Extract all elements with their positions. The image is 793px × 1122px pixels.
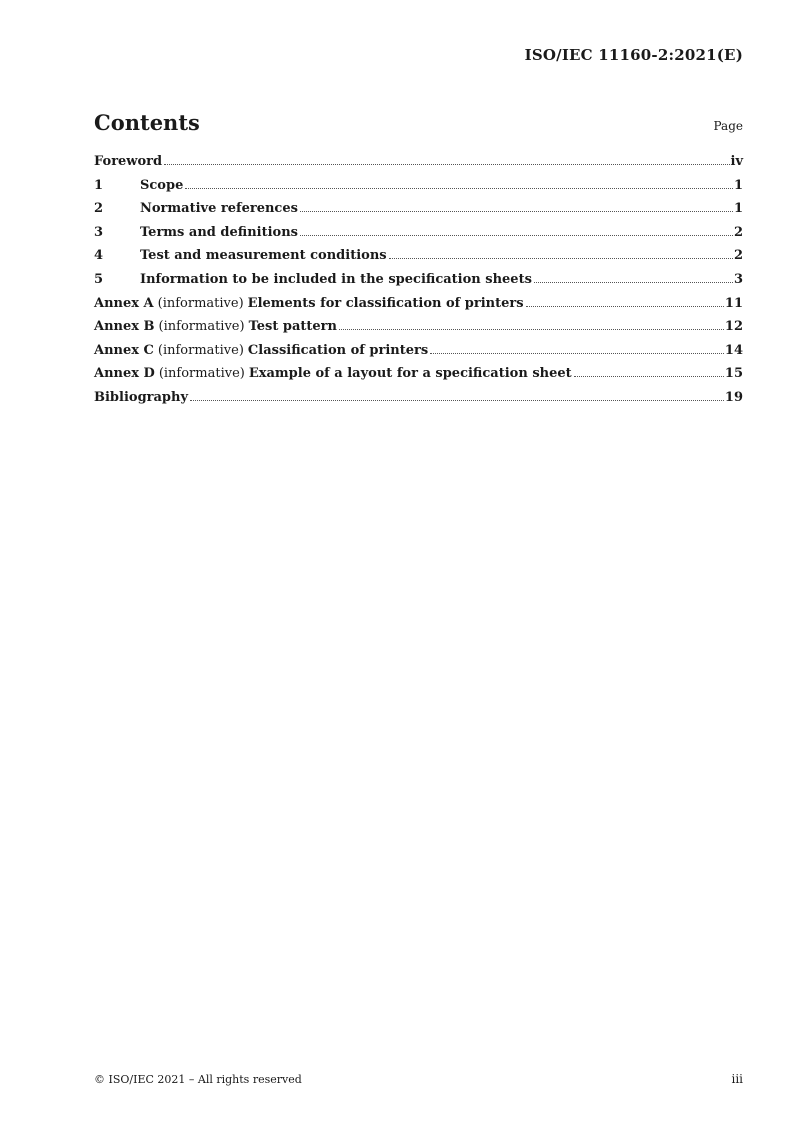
toc-entry-test-conditions[interactable]: [94, 248, 743, 272]
toc-entry-number: 4: [94, 248, 104, 264]
toc-entry-terms-and-definitions[interactable]: [94, 225, 743, 249]
toc-entry-title: Example of a layout for a specification sheet: [248, 366, 572, 382]
toc-entry-title: Classification of printers: [247, 342, 429, 358]
toc-entry-title: Information to be included in the specification sheets: [140, 271, 532, 287]
dot-leader: [164, 164, 729, 165]
toc-entry-page: 1: [733, 201, 743, 217]
toc-entry-qualifier: (informative): [158, 366, 245, 382]
toc-entry-number: 2: [94, 201, 104, 217]
dot-leader: [339, 329, 724, 330]
toc-entry-qualifier: (informative): [157, 295, 244, 311]
toc-entry-number: 1: [94, 177, 104, 193]
page-number: iii: [731, 1072, 743, 1086]
toc-entry-number: 3: [94, 224, 104, 240]
toc-entry-number: 5: [94, 271, 104, 287]
toc-entry-annex-label: Annex A: [94, 295, 154, 311]
toc-entry-title: Elements for classification of printers: [247, 295, 524, 311]
toc-entry-page: 14: [724, 342, 743, 358]
dot-leader: [190, 400, 724, 401]
copyright-notice: © ISO/IEC 2021 – All rights reserved: [94, 1073, 302, 1086]
toc-entry-annex-c[interactable]: [94, 343, 743, 367]
document-id: ISO/IEC 11160-2:2021(E): [524, 46, 743, 64]
toc-entry-page: 3: [733, 271, 743, 287]
toc-entry-annex-b[interactable]: [94, 319, 743, 343]
toc-entry-specification-sheets[interactable]: [94, 272, 743, 296]
table-of-contents: [94, 154, 743, 414]
toc-entry-title: Normative references: [140, 201, 298, 217]
toc-entry-page: 2: [733, 248, 743, 264]
dot-leader: [185, 188, 733, 189]
toc-entry-title: Bibliography: [94, 389, 189, 405]
toc-entry-annex-label: Annex D: [94, 366, 155, 382]
toc-entry-page: 2: [733, 224, 743, 240]
toc-entry-bibliography[interactable]: [94, 390, 743, 414]
dot-leader: [300, 235, 733, 236]
dot-leader: [300, 211, 733, 212]
toc-entry-page: 15: [724, 366, 743, 382]
toc-entry-qualifier: (informative): [158, 319, 245, 335]
toc-entry-annex-d[interactable]: [94, 366, 743, 390]
contents-header: [94, 110, 743, 135]
toc-entry-title: Scope: [140, 177, 184, 193]
toc-entry-annex-label: Annex C: [94, 342, 154, 358]
dot-leader: [534, 282, 733, 283]
toc-entry-qualifier: (informative): [157, 342, 244, 358]
toc-entry-page: 1: [733, 177, 743, 193]
toc-entry-title: Terms and definitions: [140, 224, 298, 240]
toc-entry-title: Test pattern: [248, 319, 337, 335]
toc-entry-scope[interactable]: [94, 178, 743, 202]
page-title: Contents: [94, 110, 200, 135]
dot-leader: [574, 376, 724, 377]
toc-entry-page: 12: [724, 319, 743, 335]
toc-entry-normative-references[interactable]: [94, 201, 743, 225]
toc-entry-page: iv: [730, 154, 743, 169]
dot-leader: [389, 258, 733, 259]
toc-entry-title: Foreword: [94, 154, 163, 169]
toc-entry-foreword[interactable]: [94, 154, 743, 178]
toc-entry-annex-a[interactable]: [94, 296, 743, 320]
dot-leader: [526, 306, 724, 307]
toc-entry-page: 11: [724, 295, 743, 311]
toc-entry-title: Test and measurement conditions: [140, 248, 387, 264]
toc-entry-page: 19: [724, 389, 743, 405]
toc-entry-annex-label: Annex B: [94, 319, 155, 335]
page-column-label: Page: [713, 119, 743, 133]
dot-leader: [430, 353, 724, 354]
